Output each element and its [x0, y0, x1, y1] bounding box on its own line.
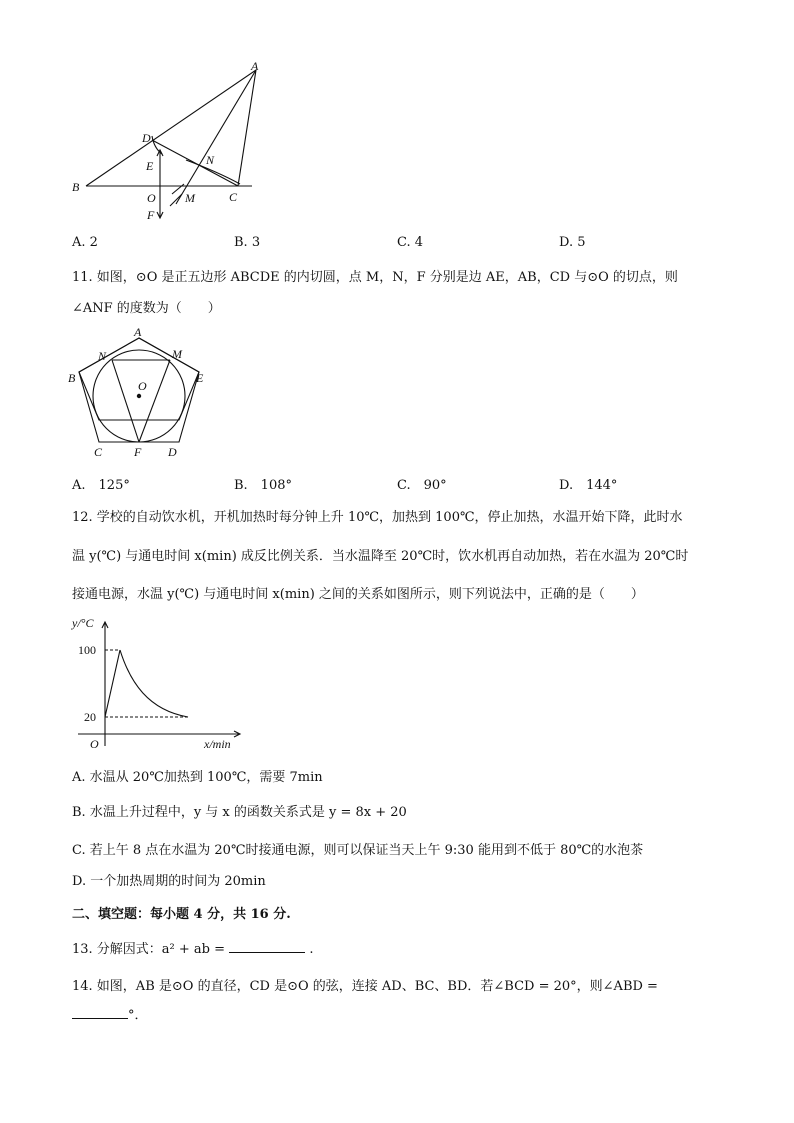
q14-suffix: °． — [128, 1008, 148, 1023]
cooling-curve — [120, 650, 188, 717]
q13-suffix: . — [309, 942, 314, 957]
q11-figure — [66, 324, 216, 464]
label-O: O — [147, 191, 156, 205]
q10-figure — [68, 58, 268, 228]
q10-option-d[interactable]: D. 5 — [559, 235, 586, 250]
q12-option-a[interactable]: A. 水温从 20℃加热到 100℃，需要 7min — [72, 770, 323, 785]
q13-answer-blank[interactable] — [229, 940, 305, 953]
heating-segment — [105, 650, 120, 717]
tick-100: 100 — [78, 643, 96, 657]
label-B: B — [68, 371, 76, 385]
x-axis-label: x/min — [204, 737, 231, 751]
q11-option-a[interactable]: A. 125° — [72, 478, 130, 493]
section-2-title: 二、填空题：每小题 4 分，共 16 分. — [72, 907, 291, 922]
q14-stem-line1: 14. 如图，AB 是⊙O 的直径，CD 是⊙O 的弦，连接 AD、BC、BD．若∠BCD = 20°，则∠ABD = — [72, 979, 658, 994]
label-B: B — [72, 180, 80, 194]
center-O-dot — [137, 394, 141, 398]
label-D: D — [142, 131, 151, 145]
label-M: M — [185, 191, 195, 205]
q11-option-c[interactable]: C. 90° — [397, 478, 447, 493]
segment-MF — [139, 360, 170, 442]
label-F: F — [147, 208, 155, 222]
q11-option-d[interactable]: D. 144° — [559, 478, 618, 493]
label-M: M — [172, 347, 182, 361]
label-O: O — [138, 379, 147, 393]
segment-AC — [238, 70, 256, 186]
tick-20: 20 — [84, 710, 96, 724]
label-E: E — [146, 159, 154, 173]
q12-stem-line3: 接通电源，水温 y(℃) 与通电时间 x(min) 之间的关系如图所示，则下列说法中，正确的是（ ） — [72, 587, 644, 602]
q13-line — [72, 938, 313, 957]
q14-line2 — [72, 1004, 148, 1023]
q12-option-c[interactable]: C. 若上午 8 点在水温为 20℃时接通电源，则可以保证当天上午 9:30 能用到不低于 80℃的水泡茶 — [72, 843, 644, 858]
q13-prefix: 13. 分解因式：a² + ab = — [72, 942, 226, 957]
label-C: C — [94, 445, 103, 459]
label-N: N — [206, 153, 215, 167]
q11-stem-line1: 11. 如图，⊙O 是正五边形 ABCDE 的内切圆，点 M，N，F 分别是边 AE，AB，CD 与⊙O 的切点，则 — [72, 270, 678, 285]
q10-option-a[interactable]: A. 2 — [72, 235, 98, 250]
label-E: E — [196, 371, 204, 385]
y-axis-label: y/°C — [72, 616, 94, 630]
label-D: D — [168, 445, 177, 459]
q14-answer-blank[interactable] — [72, 1006, 128, 1019]
q12-option-d[interactable]: D. 一个加热周期的时间为 20min — [72, 874, 266, 889]
q12-graph — [68, 612, 248, 754]
q12-option-b[interactable]: B. 水温上升过程中，y 与 x 的函数关系式是 y = 8x + 20 — [72, 805, 407, 820]
q12-stem-line1: 12. 学校的自动饮水机，开机加热时每分钟上升 10℃，加热到 100℃，停止加热，水温开始下降，此时水 — [72, 510, 683, 525]
origin-label: O — [90, 737, 99, 751]
q11-option-b[interactable]: B. 108° — [234, 478, 292, 493]
segment-NF — [112, 360, 139, 442]
label-A: A — [251, 59, 259, 73]
arc-M2 — [170, 194, 182, 206]
label-F: F — [134, 445, 142, 459]
q10-option-c[interactable]: C. 4 — [397, 235, 424, 250]
q12-stem-line2: 温 y(℃) 与通电时间 x(min) 成反比例关系．当水温降至 20℃时，饮水机再自动加热，若在水温为 20℃时 — [72, 549, 689, 564]
label-N: N — [98, 349, 107, 363]
label-C: C — [229, 190, 238, 204]
q11-stem-line2: ∠ANF 的度数为（ ） — [72, 301, 221, 316]
label-A: A — [134, 325, 142, 339]
segment-AM — [176, 70, 256, 204]
segment-AB — [86, 70, 256, 186]
q10-option-b[interactable]: B. 3 — [234, 235, 261, 250]
